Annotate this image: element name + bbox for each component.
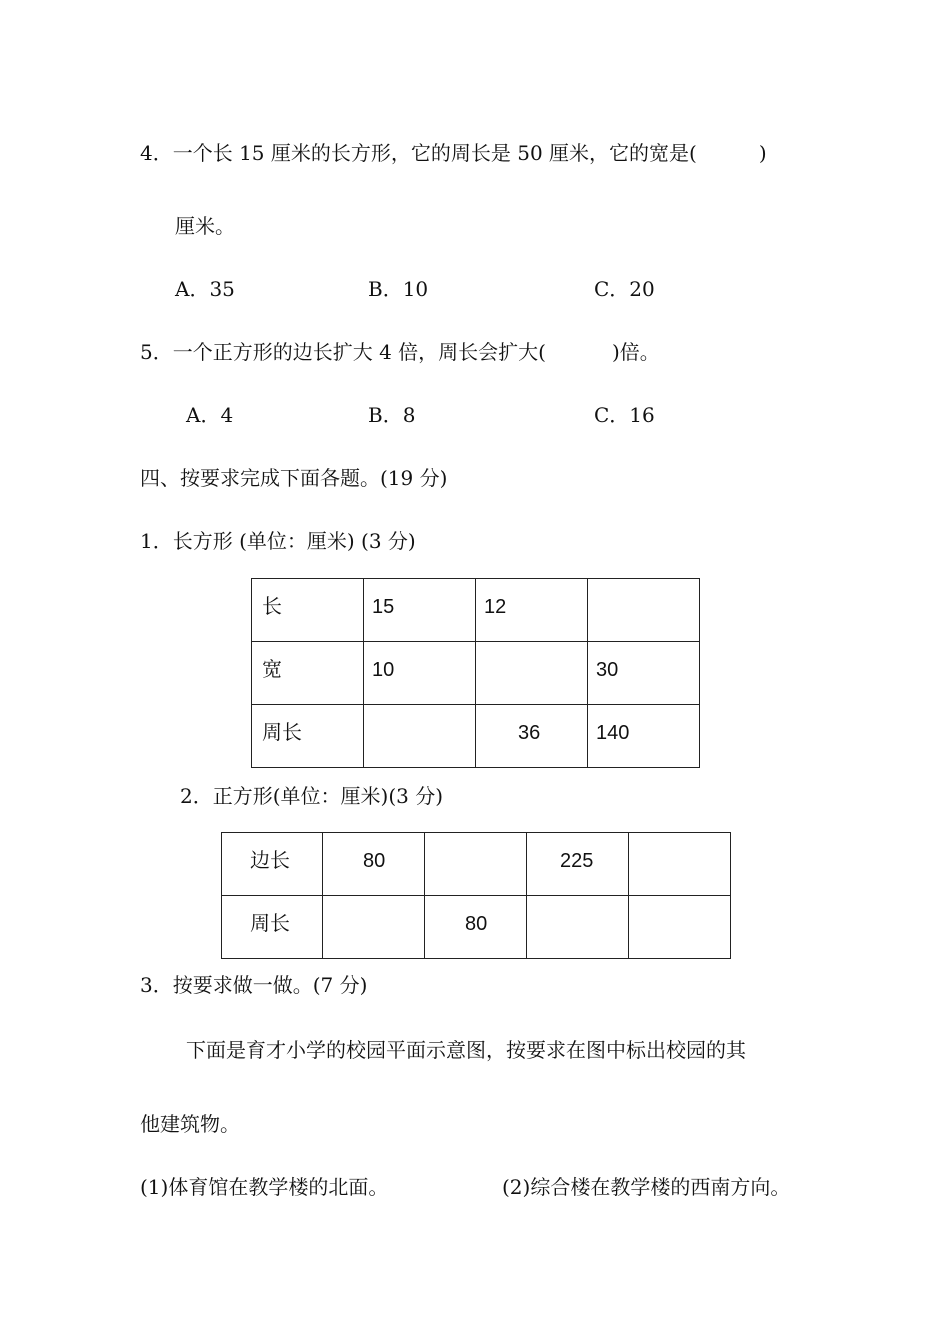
table-row — [252, 642, 700, 705]
rect-cell[interactable]: 15 — [364, 579, 476, 642]
rect-cell-blank[interactable] — [588, 579, 700, 642]
q4-close-paren: ) — [758, 141, 767, 165]
q4-stem — [140, 141, 767, 165]
square-task-title: 2．正方形(单位：厘米)(3 分) — [180, 784, 444, 808]
rect-cell[interactable]: 140 — [588, 705, 700, 768]
square-cell-perimeter-label: 周长 — [222, 896, 323, 959]
square-cell-blank[interactable] — [629, 833, 731, 896]
table-row — [222, 833, 731, 896]
q4-option-c[interactable]: C．20 — [594, 277, 655, 301]
map-task-requirement-2: (2)综合楼在教学楼的西南方向。 — [502, 1175, 791, 1199]
table-row — [252, 579, 700, 642]
square-cell-blank[interactable] — [425, 833, 527, 896]
q5-option-a[interactable]: A．4 — [186, 403, 234, 427]
rect-cell[interactable]: 36 — [476, 705, 588, 768]
rect-cell-blank[interactable] — [476, 642, 588, 705]
square-cell[interactable]: 80 — [323, 833, 425, 896]
table-row — [252, 705, 700, 768]
map-task-intro-line2: 他建筑物。 — [140, 1112, 240, 1136]
rect-cell[interactable]: 12 — [476, 579, 588, 642]
rect-cell[interactable]: 30 — [588, 642, 700, 705]
table-row — [222, 896, 731, 959]
rect-cell-perimeter-label: 周长 — [252, 705, 364, 768]
rect-task-title: 1．长方形 (单位：厘米) (3 分) — [140, 529, 416, 553]
square-cell-side-label: 边长 — [222, 833, 323, 896]
square-cell-blank[interactable] — [629, 896, 731, 959]
rect-cell-width-label: 宽 — [252, 642, 364, 705]
q5-close-text: )倍。 — [611, 340, 660, 364]
square-cell-blank[interactable] — [323, 896, 425, 959]
square-cell-blank[interactable] — [527, 896, 629, 959]
q5-stem — [140, 340, 660, 364]
q5-stem-text: 5．一个正方形的边长扩大 4 倍，周长会扩大( — [140, 340, 546, 364]
rect-cell-length-label: 长 — [252, 579, 364, 642]
q4-stem-text: 4．一个长 15 厘米的长方形，它的周长是 50 厘米，它的宽是( — [140, 141, 697, 165]
q4-tail: 厘米。 — [175, 214, 235, 238]
square-cell[interactable]: 80 — [425, 896, 527, 959]
square-cell[interactable]: 225 — [527, 833, 629, 896]
q4-option-b[interactable]: B．10 — [368, 277, 429, 301]
map-task-title: 3．按要求做一做。(7 分) — [140, 973, 368, 997]
rect-cell-blank[interactable] — [364, 705, 476, 768]
q5-option-b[interactable]: B．8 — [368, 403, 416, 427]
square-table — [221, 832, 731, 959]
map-task-intro-line1: 下面是育才小学的校园平面示意图，按要求在图中标出校园的其 — [186, 1038, 746, 1062]
rectangle-table — [251, 578, 700, 768]
map-task-requirement-1: (1)体育馆在教学楼的北面。 — [140, 1175, 389, 1199]
rect-cell[interactable]: 10 — [364, 642, 476, 705]
q5-option-c[interactable]: C．16 — [594, 403, 655, 427]
section-heading: 四、按要求完成下面各题。(19 分) — [140, 466, 448, 490]
q4-option-a[interactable]: A．35 — [175, 277, 235, 301]
